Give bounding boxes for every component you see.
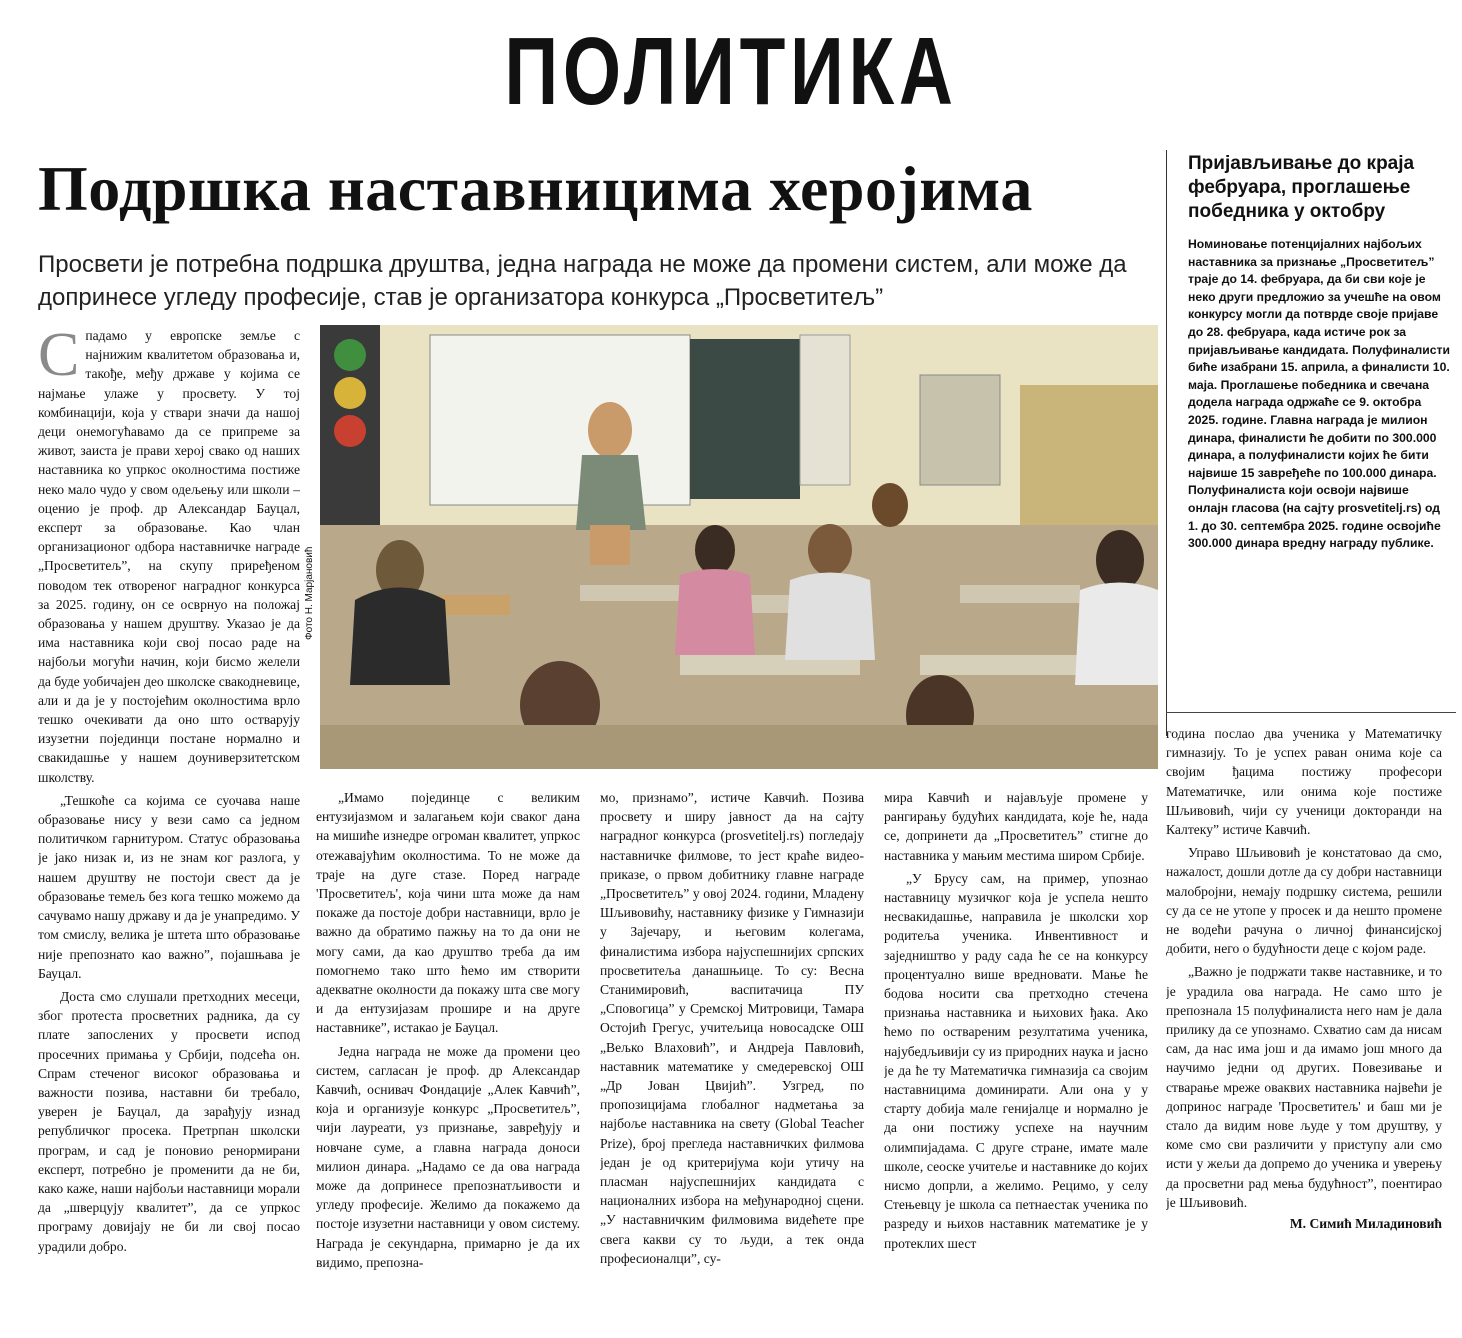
paragraph-text: падамо у европске земље с најнижим квалитетом образовања и, такође, међу државе у којима се најмање улаже у просвету. У тој комбинацији, која у ствари значи да нашој деци онемогућавамо да се припреме за живот, заиста је прави херој свако од наших наставника ко упркос околностима постиже неко мало чудо у свом одељењу или школи – оценио је проф. др Александар Бауцал, експерт за образовање. Као члан организационог одбора наставничке награде „Просветитељ”, на скупу приређеном поводом тек отвореног наградног конкурса за 2025. годину, он се осврнуо на положај образовања у нашем друштву. Указао је да има наставника који свој посао раде на најбољи могући начин, који бисмо желели да буде уобичајен део школске свакодневице, али и да је у постојећим околностима врло тешко очекивати да оно што остварују изузетни појединци постане нормално и свакидашње у нашем доуниверзитетском школству. [38,328,300,785]
paragraph: „У Брусу сам, на пример, упознао наставницу музичког која је успела нешто несвакидашње, направила је школски хор родитеља ученика. Инвентивност и заједништво у раду сада ће се на конкурсу процентуално више вредновати. Мање ће бодова носити сва претходно стечена признања наставника и њихових ђака. Ако ћемо по оствареним резултатима ученика, најубедљивији су из природних наука и јасно је да ће ту Математичка гимназија са својим наставницима доминирати. Али она у у старту добија мале генијалце и нормално је да они постижу успехе на научним олимпијадама. С друге стране, имате мале школе, сеоске учитеље и наставнике до којих нисмо допрли, а желимо. Рецимо, у селу Стењевцу је школа са петнаестак ученика по разреду и њихов наставник математике је у протеклих шест [884,870,1148,1251]
paragraph: „Важно је подржати такве наставнике, и то је урадила ова награда. Не само што је препознала 15 полуфиналиста него нам је дала прилику да се упознамо. Схватио сам да нисам сам, да нас има још и да имамо још много да научимо једни од других. Повезивање и стварање мреже оваквих наставника највећи је допринос награде 'Просветитељ' и баш ми је стало да видим нове људе у том друштву, у коме смо сви различити у приступу али смо исти у жељи да допремо до ученика и уверењу да просветни рад мења будућност”, поентирао је Шљивовић. [1166,964,1442,1210]
drop-cap: С [38,326,80,389]
newspaper-masthead: ПОЛИТИКА [504,18,958,125]
article-column-3 [600,788,864,1328]
article-column-2 [316,788,580,1328]
classroom-photo [320,325,1158,769]
sidebar-divider [1166,150,1167,736]
paragraph: „Имамо појединце с великим ентузијазмом и залагањем који сваког дана на мишиће изнедре огроман квалитет, упркос отежавајућим околностима. То не може да траје на дуге стазе. Поред награде 'Просветитељ', која чини шта може да нам покаже да постоје добри наставници, врло је важно да обратимо пажњу на то да они не могу сами, да као друштво треба да им помогнемо тако што ћемо им створити адекватне околности да покажу шта све могу и да ентузијазам прошире и на друге наставнике”, истакао је Бауцал. [316,790,580,1036]
paragraph [38,326,300,787]
photo-credit: Фото Н. Марјановић [304,546,315,640]
article-subhead: Просвети је потребна подршка друштва, једна награда не може да промени систем, али може да допринесе угледу професије, став је организатора конкурса „Просветитељ” [38,251,1127,311]
sidebar-bottom-rule [1166,712,1456,713]
sidebar-box [1188,152,1450,692]
article-headline: Подршка наставницима херојима [38,153,1033,224]
paragraph: мо, признамо”, истиче Кавчић. Позива просвету и ширу јавност да на сајту наградног конкурса (prosvetitelj.rs) погледају наставничке филмове, то јест краће видео-приказе, о првом добитнику главне награде „Просветитељ” у овој 2024. години, Младену Шљивовићу, наставнику физике у Гимназији у Зајечару, и његовим колегама, финалистима избора најуспешнијих српских просветитеља данашњице. То су: Весна Станимировић, васпитачица ПУ „Сповогица” у Сремској Митровици, Тамара Остојић Грегус, учитељица новосадске ОШ „Вељко Влаховић”, и Андреја Павловић, наставник математике у смедеревској ОШ „Др Јован Цвијић”. Узгред, по пропозицијама глобалног надметања за најбоље наставника на свету (Global Teacher Prize), број прегледа наставничких филмова један је од критеријума који утичу на пласман најуспешнијих кандидата с националних избора на међународној сцени. „У наставничким филмовима видећете пре свега какви су то људи, а тек онда професионалци”, су- [600,790,864,1266]
article-column-1 [38,326,300,1326]
classroom-illustration [320,325,1158,769]
sidebar-body: Номиновање потенцијалних најбољих наставника за признање „Просветитељ” траје до 14. фебруара, да би сви које је неко други предложио за учешће на овом конкурсу могли да потврде своје пријаве до 28. фебруара, када истиче рок за пријављивање кандидата. Полуфиналисти биће изабрани 15. априла, а финалисти 10. маја. Проглашење победника и свечана додела награда одржаће се 9. октобра 2025. године. Главна награда је милион динара, финалисти ће добити по 300.000 динара, а полуфиналисти којих ће бити највише 15 завређеће по 100.000 динара. Полуфиналиста који освоји највише онлајн гласова (на сајту prosvetitelj.rs) од 1. до 30. септембра 2025. године освојиће 300.000 динара вредну награду публике. [1188,237,1450,551]
author-byline: М. Симић Миладиновић [1289,1216,1442,1232]
paragraph: Једна награда не може да промени цео систем, сагласан је проф. др Александар Кавчић, оснивач Фондације „Алек Кавчић”, која и организује конкурс „Просветитељ”, чији лауреати, уз признање, завређују и новчане суме, а главна награда доноси милион динара. „Надамо се да ова награда може да допринесе препознатљивости и угледу професије. Желимо да покажемо да постоје изузетни наставници у овом систему. Награда је секундарна, примарно је да их видимо, препозна- [316,1043,580,1270]
paragraph: Доста смо слушали претходних месеци, због протеста просветних радника, да су плате запослених у просвети испод просечних примања у Србији, подсећа он. Спрам стеченог високог образовања и важности позива, наставни би требало, уверен је Бауцал, да зарађују изнад републичког просека. Претрпан школски програм, и сад је поновио ренормирани експерт, потребно је променити да не би, како каже, наши најбољи наставници морали да „шверцују квалитет”, да се упркос програму довијају не би ли свој посао урадили добро. [38,988,300,1254]
paragraph: година послао два ученика у Математичку гимназију. То је успех раван онима које са својим ђацима постижу професори Математичке, или онима које постиже Шљивовић, чији су ученици докторанди на Калтеку” истиче Кавчић. [1166,726,1442,838]
article-column-5 [1166,724,1442,1328]
paragraph: „Тешкоће са којима се суочава наше образовање нису у вези само са једном политичком гарнитуром. Статус образовања је јако низак и, из не знам ког разлога, у нашем друштву не постоји свест да је образовање темељ без кога тешко можемо да сачувамо нашу државу и да је унапредимо. У том смислу, велика је штета што образовање није препознато као важно”, појашњава је Бауцал. [38,792,300,981]
paragraph: мира Кавчић и најављује промене у рангирању будућих кандидата, које ће, нада се, допринети да „Просветитељ” стигне до наставника у мањим местима широм Србије. [884,790,1148,863]
paragraph: Управо Шљивовић је констатовао да смо, нажалост, дошли дотле да су добри наставници малобројни, немају подршку система, решили су да се не утопе у просек и да нешто промене не водећи рачуна о личној финансијској добити, него о будућности деце с којом раде. [1166,845,1442,957]
article-column-4 [884,788,1148,1328]
sidebar-title: Пријављивање до краја фебруара, проглашење победника у октобру [1188,153,1415,222]
